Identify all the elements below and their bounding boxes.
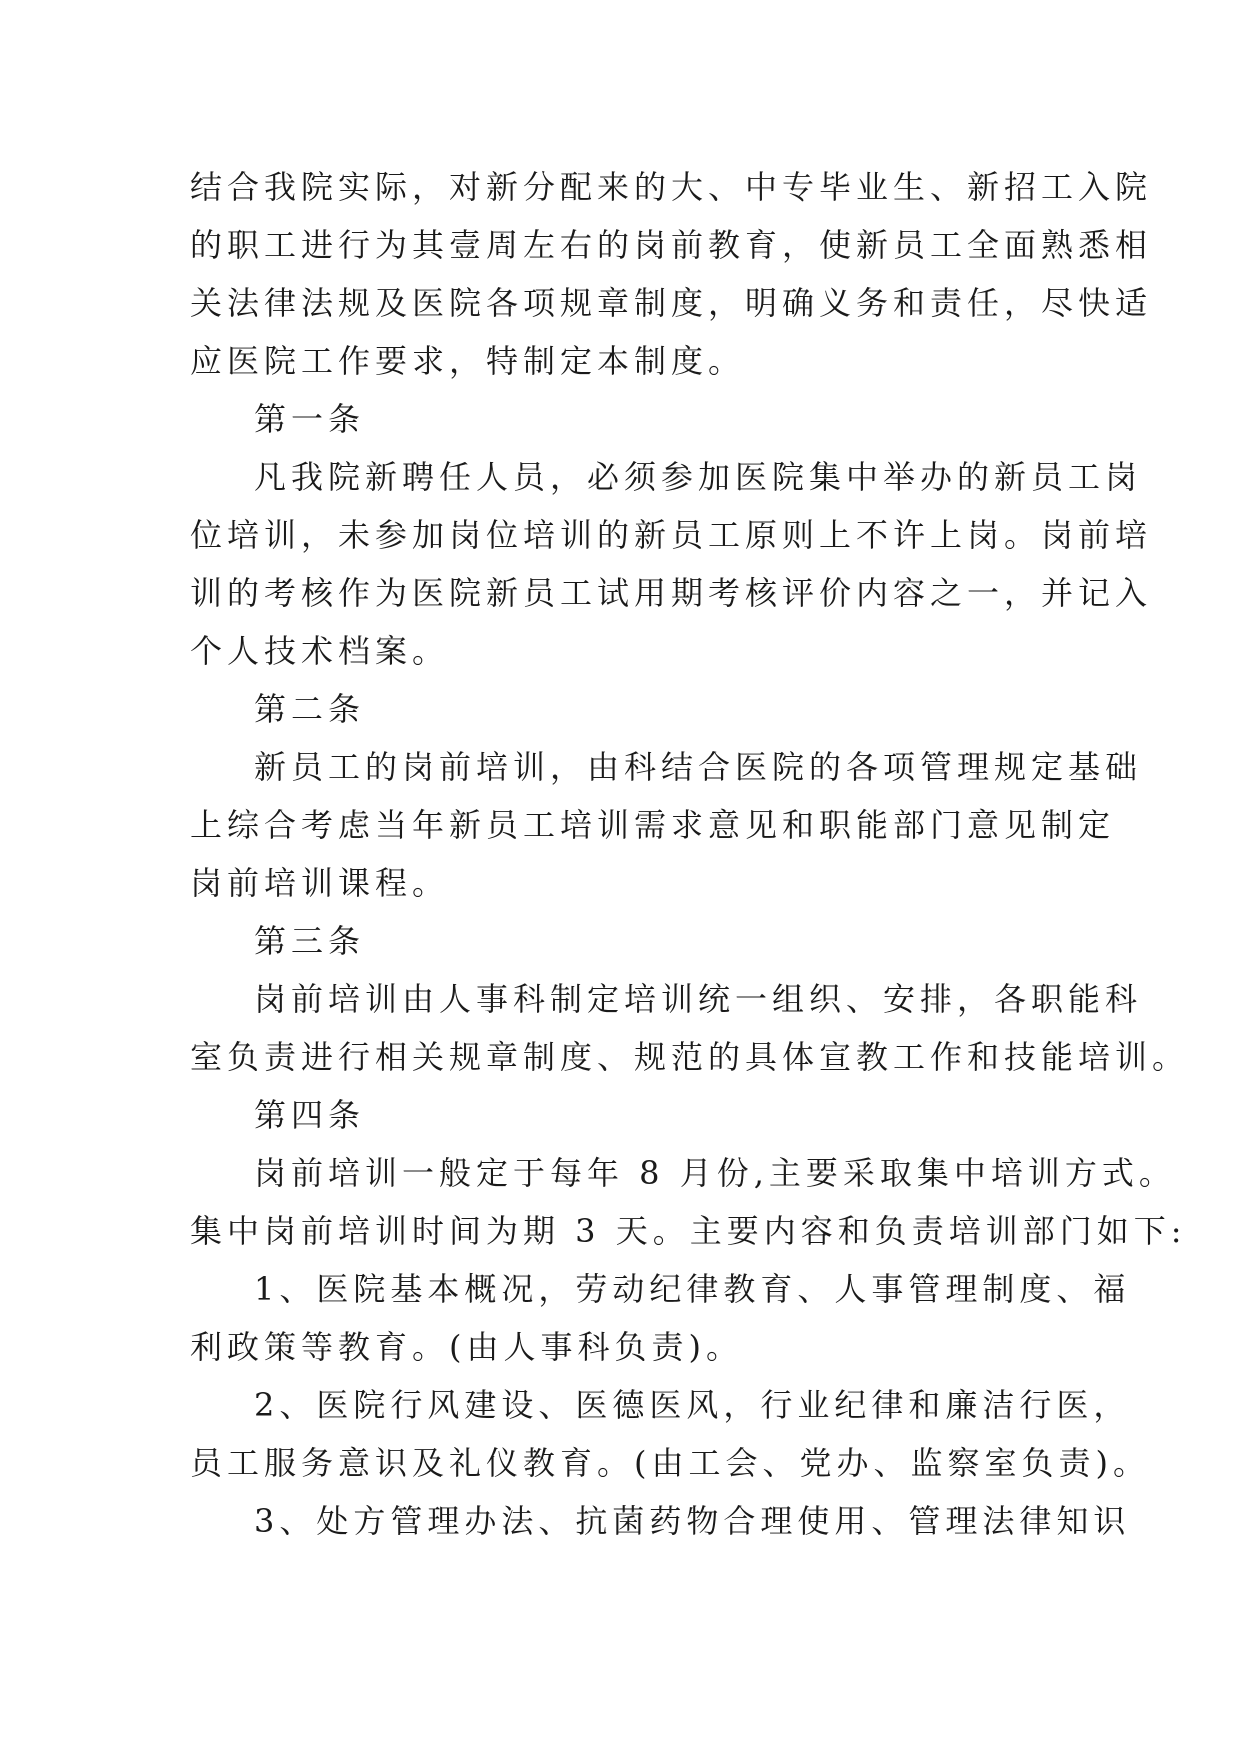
- list-item-2: 2、医院行风建设、医德医风，行业纪律和廉洁行医，: [254, 1386, 1131, 1424]
- text-line: 利政策等教育。(由人事科负责)。: [190, 1328, 743, 1366]
- text-line: 集中岗前培训时间为期 3 天。主要内容和负责培训部门如下:: [190, 1212, 1187, 1250]
- article-heading-3: 第三条: [254, 922, 366, 960]
- article-heading-4: 第四条: [254, 1096, 366, 1134]
- list-item-1: 1、医院基本概况，劳动纪律教育、人事管理制度、福: [254, 1270, 1131, 1308]
- text-line: 关法律法规及医院各项规章制度，明确义务和责任，尽快适: [190, 284, 1153, 322]
- article-heading-1: 第一条: [254, 400, 366, 438]
- document-body: [190, 158, 1190, 1550]
- text-line: 岗前培训一般定于每年 8 月份,主要采取集中培训方式。: [254, 1154, 1176, 1192]
- text-line: 应医院工作要求，特制定本制度。: [190, 342, 746, 380]
- text-line: 结合我院实际，对新分配来的大、中专毕业生、新招工入院: [190, 168, 1153, 206]
- text-line: 的职工进行为其壹周左右的岗前教育，使新员工全面熟悉相: [190, 226, 1153, 264]
- text-line: 位培训，未参加岗位培训的新员工原则上不许上岗。岗前培: [190, 516, 1153, 554]
- text-line: 员工服务意识及礼仪教育。(由工会、党办、监察室负责)。: [190, 1444, 1150, 1482]
- text-line: 上综合考虑当年新员工培训需求意见和职能部门意见制定: [190, 806, 1116, 844]
- text-line: 个人技术档案。: [190, 632, 450, 670]
- text-line: 新员工的岗前培训，由科结合医院的各项管理规定基础: [254, 748, 1143, 786]
- text-line: 岗前培训课程。: [190, 864, 450, 902]
- text-line: 训的考核作为医院新员工试用期考核评价内容之一，并记入: [190, 574, 1153, 612]
- article-heading-2: 第二条: [254, 690, 366, 728]
- text-line: 凡我院新聘任人员，必须参加医院集中举办的新员工岗: [254, 458, 1143, 496]
- text-line: 室负责进行相关规章制度、规范的具体宣教工作和技能培训。: [190, 1038, 1190, 1076]
- text-line: 岗前培训由人事科制定培训统一组织、安排，各职能科: [254, 980, 1143, 1018]
- list-item-3: 3、处方管理办法、抗菌药物合理使用、管理法律知识: [254, 1502, 1131, 1540]
